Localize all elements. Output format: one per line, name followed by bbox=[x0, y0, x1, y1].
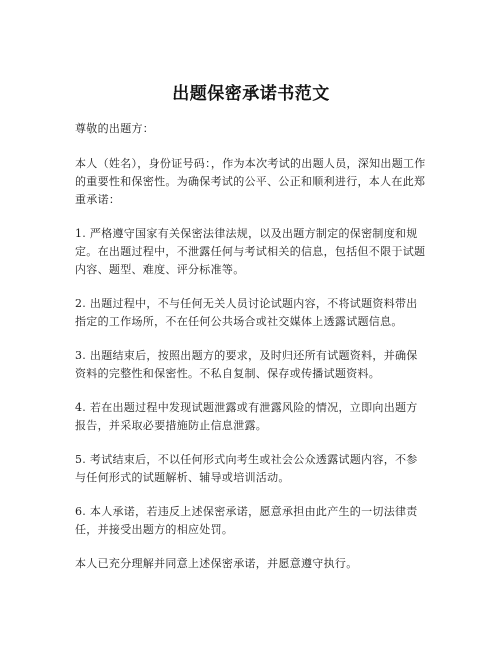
salutation: 尊敬的出题方： bbox=[75, 122, 155, 135]
commitment-item-3: 3. 出题结束后，按照出题方的要求，及时归还所有试题资料，并确保资料的完整性和保密性。不私自复制、保存或传播试题资料。 bbox=[75, 349, 418, 380]
commitment-item-1: 1. 严格遵守国家有关保密法律法规，以及出题方制定的保密制度和规定。在出题过程中，不泄露任何与考试相关的信息，包括但不限于试题内容、题型、难度、评分标准等。 bbox=[75, 227, 426, 276]
intro-paragraph: 本人（姓名），身份证号码：，作为本次考试的出题人员，深知出题工作的重要性和保密性。为确保考试的公平、公正和顺利进行，本人在此郑重承诺： bbox=[75, 157, 426, 206]
document-title: 出题保密承诺书范文 bbox=[172, 84, 330, 104]
commitment-item-5: 5. 考试结束后，不以任何形式向考生或社会公众透露试题内容，不参与任何形式的试题解析、辅导或培训活动。 bbox=[75, 453, 418, 484]
commitment-item-2: 2. 出题过程中，不与任何无关人员讨论试题内容，不将试题资料带出指定的工作场所，不在任何公共场合或社交媒体上透露试题信息。 bbox=[75, 297, 418, 328]
closing-statement: 本人已充分理解并同意上述保密承诺，并愿意遵守执行。 bbox=[75, 557, 358, 570]
commitment-item-4: 4. 若在出题过程中发现试题泄露或有泄露风险的情况，立即向出题方报告，并采取必要措施防止信息泄露。 bbox=[75, 401, 418, 432]
commitment-item-6: 6. 本人承诺，若违反上述保密承诺，愿意承担由此产生的一切法律责任，并接受出题方的相应处罚。 bbox=[75, 505, 418, 536]
